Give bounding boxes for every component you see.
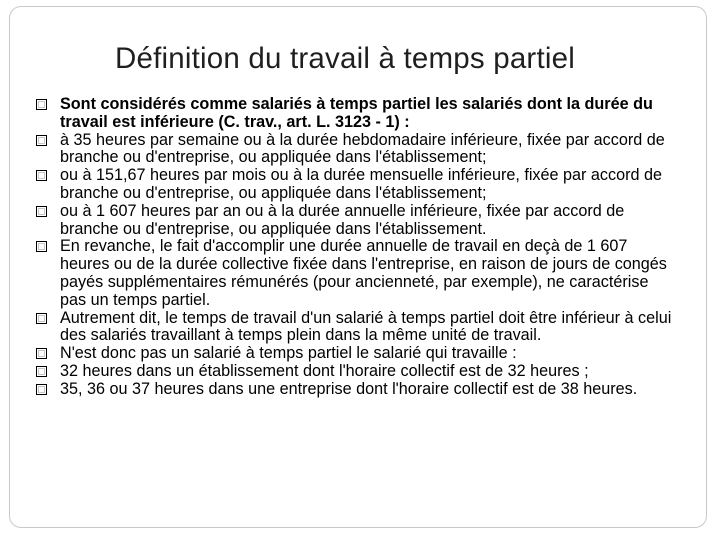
bullet-text: ou à 1 607 heures par an ou à la durée annuelle inférieure, fixée par accord de branche ou d'entreprise, ou appliquée dans l'établissement.: [60, 201, 625, 238]
checkbox-bullet-icon: [36, 206, 47, 217]
bullet-list: [36, 96, 676, 399]
bullet-item: [36, 345, 676, 363]
bullet-item: [36, 167, 676, 203]
bullet-text: à 35 heures par semaine ou à la durée hebdomadaire inférieure, fixée par accord de branche ou d'entreprise, ou appliquée dans l'établissement;: [60, 130, 665, 167]
bullet-text: ou à 151,67 heures par mois ou à la durée mensuelle inférieure, fixée par accord de branche ou d'entreprise, ou appliquée dans l'établissement;: [60, 166, 663, 202]
checkbox-bullet-icon: [36, 99, 47, 110]
bullet-item: [36, 310, 676, 346]
slide-title: Définition du travail à temps partiel: [115, 42, 575, 75]
checkbox-bullet-icon: [36, 313, 47, 324]
checkbox-bullet-icon: [36, 170, 47, 181]
bullet-item: [36, 96, 676, 132]
bullet-item: [36, 363, 676, 381]
bullet-text: 32 heures dans un établissement dont l'horaire collectif est de 32 heures ;: [60, 361, 589, 380]
bullet-item: [36, 203, 676, 239]
checkbox-bullet-icon: [36, 366, 47, 377]
bullet-text: Sont considérés comme salariés à temps partiel les salariés dont la durée du travail est inférieure (C. trav., art. L. 3123 - 1) :: [60, 95, 653, 131]
checkbox-bullet-icon: [36, 241, 47, 252]
bullet-text: N'est donc pas un salarié à temps partiel le salarié qui travaille :: [60, 344, 517, 363]
checkbox-bullet-icon: [36, 135, 47, 146]
bullet-item: [36, 238, 676, 309]
bullet-text: 35, 36 ou 37 heures dans une entreprise dont l'horaire collectif est de 38 heures.: [60, 379, 638, 398]
bullet-text: En revanche, le fait d'accomplir une durée annuelle de travail en deçà de 1 607 heures ou de la durée collective fixée dans l'entreprise, en raison de jours de congés payés supplémentaires rémunérés (pour ancienneté, par exemple), ne caractérise pas un temps partiel.: [60, 237, 667, 309]
bullet-text: Autrement dit, le temps de travail d'un salarié à temps partiel doit être inférieur à celui des salariés travaillant à temps plein dans la même unité de travail.: [60, 308, 672, 345]
bullet-item: [36, 381, 676, 399]
bullet-item: [36, 132, 676, 168]
checkbox-bullet-icon: [36, 384, 47, 395]
checkbox-bullet-icon: [36, 348, 47, 359]
